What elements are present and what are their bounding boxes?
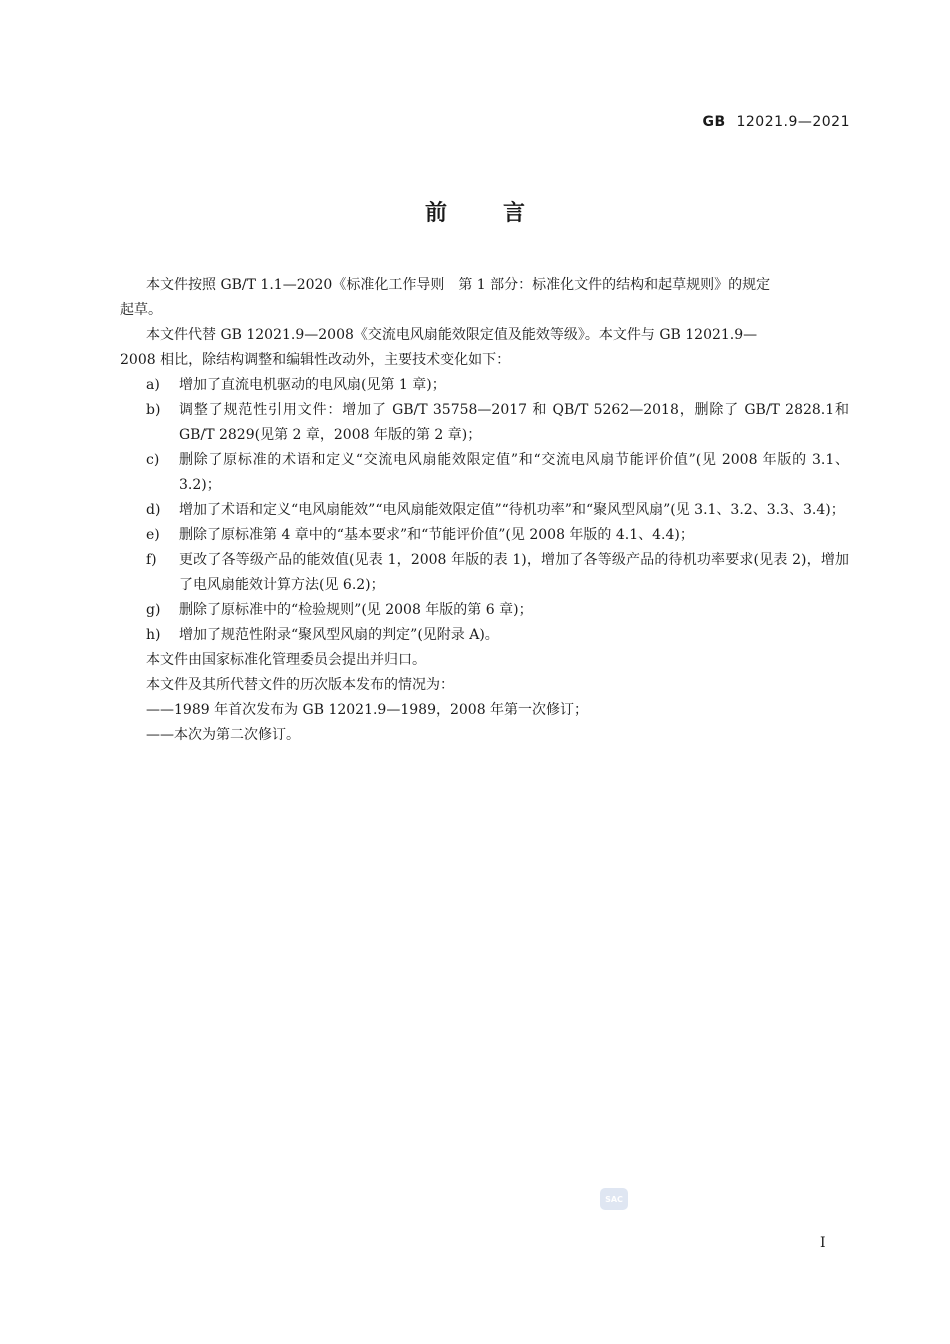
- list-marker: d): [146, 502, 161, 518]
- list-item-text: 增加了规范性附录“聚风型风扇的判定”(见附录 A)。: [179, 627, 499, 643]
- history-entry: ——1989 年首次发布为 GB 12021.9—1989，2008 年第一次修订；: [146, 702, 589, 718]
- list-item-text: 增加了术语和定义“电风扇能效”“电风扇能效限定值”“待机功率”和“聚风型风扇”(见 3.1、3.2、3.3、3.4)；: [179, 502, 845, 518]
- page-title: 前言: [424, 201, 581, 226]
- list-item-text: 调整了规范性引用文件：增加了 GB/T 35758—2017 和 QB/T 5262—2018，删除了 GB/T 2828.1和 GB/T 2829(见第 2 章，2008 年版的第 2 章)；: [179, 402, 849, 443]
- list-marker: f): [146, 552, 157, 568]
- paragraph-drafting-basis: [146, 273, 849, 298]
- list-marker: h): [146, 627, 161, 643]
- standard-code: [703, 114, 850, 130]
- standard-number: 12021.9—2021: [736, 114, 850, 130]
- list-item: [146, 523, 849, 548]
- list-marker: g): [146, 602, 161, 618]
- list-item: [146, 398, 849, 448]
- list-item: [146, 498, 849, 523]
- paragraph-line: 本文件按照 GB/T 1.1—2020《标准化工作导则 第 1 部分：标准化文件的结构和起草规则》的规定: [146, 277, 771, 293]
- standard-prefix: GB: [702, 114, 726, 130]
- history-entry: ——本次为第二次修订。: [146, 727, 300, 743]
- paragraph-replacement-cont: 2008 相比，除结构调整和编辑性改动外，主要技术变化如下：: [120, 352, 511, 368]
- list-marker: a): [146, 377, 160, 393]
- paragraph-drafting-basis-cont: 起草。: [120, 302, 162, 318]
- paragraph-proposer: 本文件由国家标准化管理委员会提出并归口。: [146, 652, 426, 668]
- list-marker: e): [146, 527, 160, 543]
- list-item: [146, 373, 849, 398]
- list-item: [146, 448, 849, 498]
- list-item-text: 删除了原标准中的“检验规则”(见 2008 年版的第 6 章)；: [179, 602, 533, 618]
- list-item: [146, 548, 849, 598]
- list-item-text: 增加了直流电机驱动的电风扇(见第 1 章)；: [179, 377, 446, 393]
- document-body: [120, 273, 849, 748]
- list-item-text: 删除了原标准第 4 章中的“基本要求”和“节能评价值”(见 2008 年版的 4.1、4.4)；: [179, 527, 694, 543]
- logo-text: SAC: [605, 1194, 623, 1204]
- sac-watermark-logo: [600, 1188, 628, 1210]
- list-item: [146, 598, 849, 623]
- paragraph-replacement: 本文件代替 GB 12021.9—2008《交流电风扇能效限定值及能效等级》。本文件与 GB 12021.9—: [146, 327, 758, 343]
- list-item-text: 删除了原标准的术语和定义“交流电风扇能效限定值”和“交流电风扇节能评价值”(见 2008 年版的 3.1、3.2)；: [179, 452, 849, 493]
- list-item: [146, 623, 849, 648]
- list-item-text: 更改了各等级产品的能效值(见表 1，2008 年版的表 1)，增加了各等级产品的待机功率要求(见表 2)，增加了电风扇能效计算方法(见 6.2)；: [179, 552, 849, 593]
- paragraph-history-intro: 本文件及其所代替文件的历次版本发布的情况为：: [146, 677, 454, 693]
- list-marker: b): [146, 402, 161, 418]
- page-number: I: [820, 1235, 826, 1251]
- list-marker: c): [146, 452, 160, 468]
